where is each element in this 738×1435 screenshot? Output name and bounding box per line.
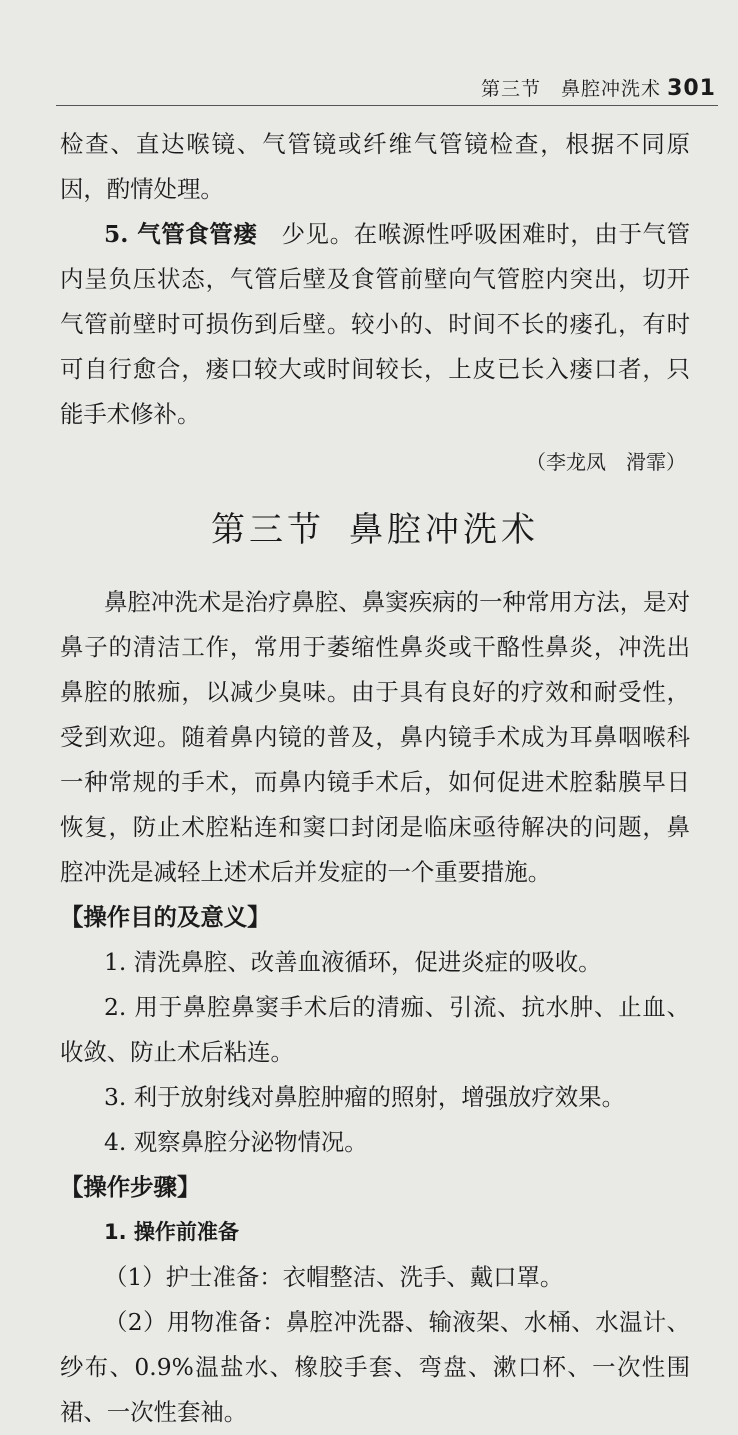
- steps-subheading: 1. 操作前准备: [104, 1220, 239, 1244]
- purpose-heading: 【操作目的及意义】: [60, 903, 271, 931]
- item-text: 少见。在喉源性呼吸困难时，由于气管内呈负压状态，气管后壁及食管前壁向气管腔内突出，切开气管前壁时可损伤到后壁。较小的、时间不长的瘘孔，有时可自行愈合，瘘口较大或时间较长，上皮已长入瘘口者，只能手术修补。: [60, 220, 690, 428]
- paragraph-continued: 检查、直达喉镜、气管镜或纤维气管镜检查，根据不同原因，酌情处理。: [60, 130, 690, 203]
- steps-item: （1）护士准备：衣帽整洁、洗手、戴口罩。: [104, 1263, 564, 1291]
- steps-item: （2）用物准备：鼻腔冲洗器、输液架、水桶、水温计、纱布、0.9%温盐水、橡胶手套、弯盘、漱口杯、一次性围裙、一次性套袖。: [60, 1308, 690, 1426]
- header-section-title: 第三节 鼻腔冲洗术: [481, 78, 662, 100]
- intro-paragraph: 鼻腔冲洗术是治疗鼻腔、鼻窦疾病的一种常用方法，是对鼻子的清洁工作，常用于萎缩性鼻炎或干酪性鼻炎，冲洗出鼻腔的脓痂，以减少臭味。由于具有良好的疗效和耐受性，受到欢迎。随着鼻内镜的普及，鼻内镜手术成为耳鼻咽喉科一种常规的手术，而鼻内镜手术后，如何促进术腔黏膜早日恢复，防止术腔粘连和窦口封闭是临床亟待解决的问题，鼻腔冲洗是减轻上述术后并发症的一个重要措施。: [60, 588, 690, 886]
- running-header: [481, 74, 716, 101]
- page-body: [60, 122, 690, 1435]
- purpose-item: 4. 观察鼻腔分泌物情况。: [104, 1128, 368, 1156]
- section-number: 第三节: [211, 510, 325, 550]
- purpose-item: 3. 利于放射线对鼻腔肿瘤的照射，增强放疗效果。: [104, 1083, 625, 1111]
- section-title: [60, 500, 690, 560]
- page-number: 301: [667, 76, 716, 101]
- paragraph-tracheoesophageal-fistula: [60, 212, 690, 437]
- section-name: 鼻腔冲洗术: [349, 510, 539, 550]
- steps-heading: 【操作步骤】: [60, 1173, 201, 1201]
- header-rule: [56, 105, 718, 106]
- item-heading: 5. 气管食管瘘: [104, 220, 258, 248]
- purpose-item: 1. 清洗鼻腔、改善血液循环，促进炎症的吸收。: [104, 948, 602, 976]
- author-credit: （李龙凤 滑霏）: [526, 450, 686, 474]
- purpose-item: 2. 用于鼻腔鼻窦手术后的清痂、引流、抗水肿、止血、收敛、防止术后粘连。: [60, 993, 690, 1066]
